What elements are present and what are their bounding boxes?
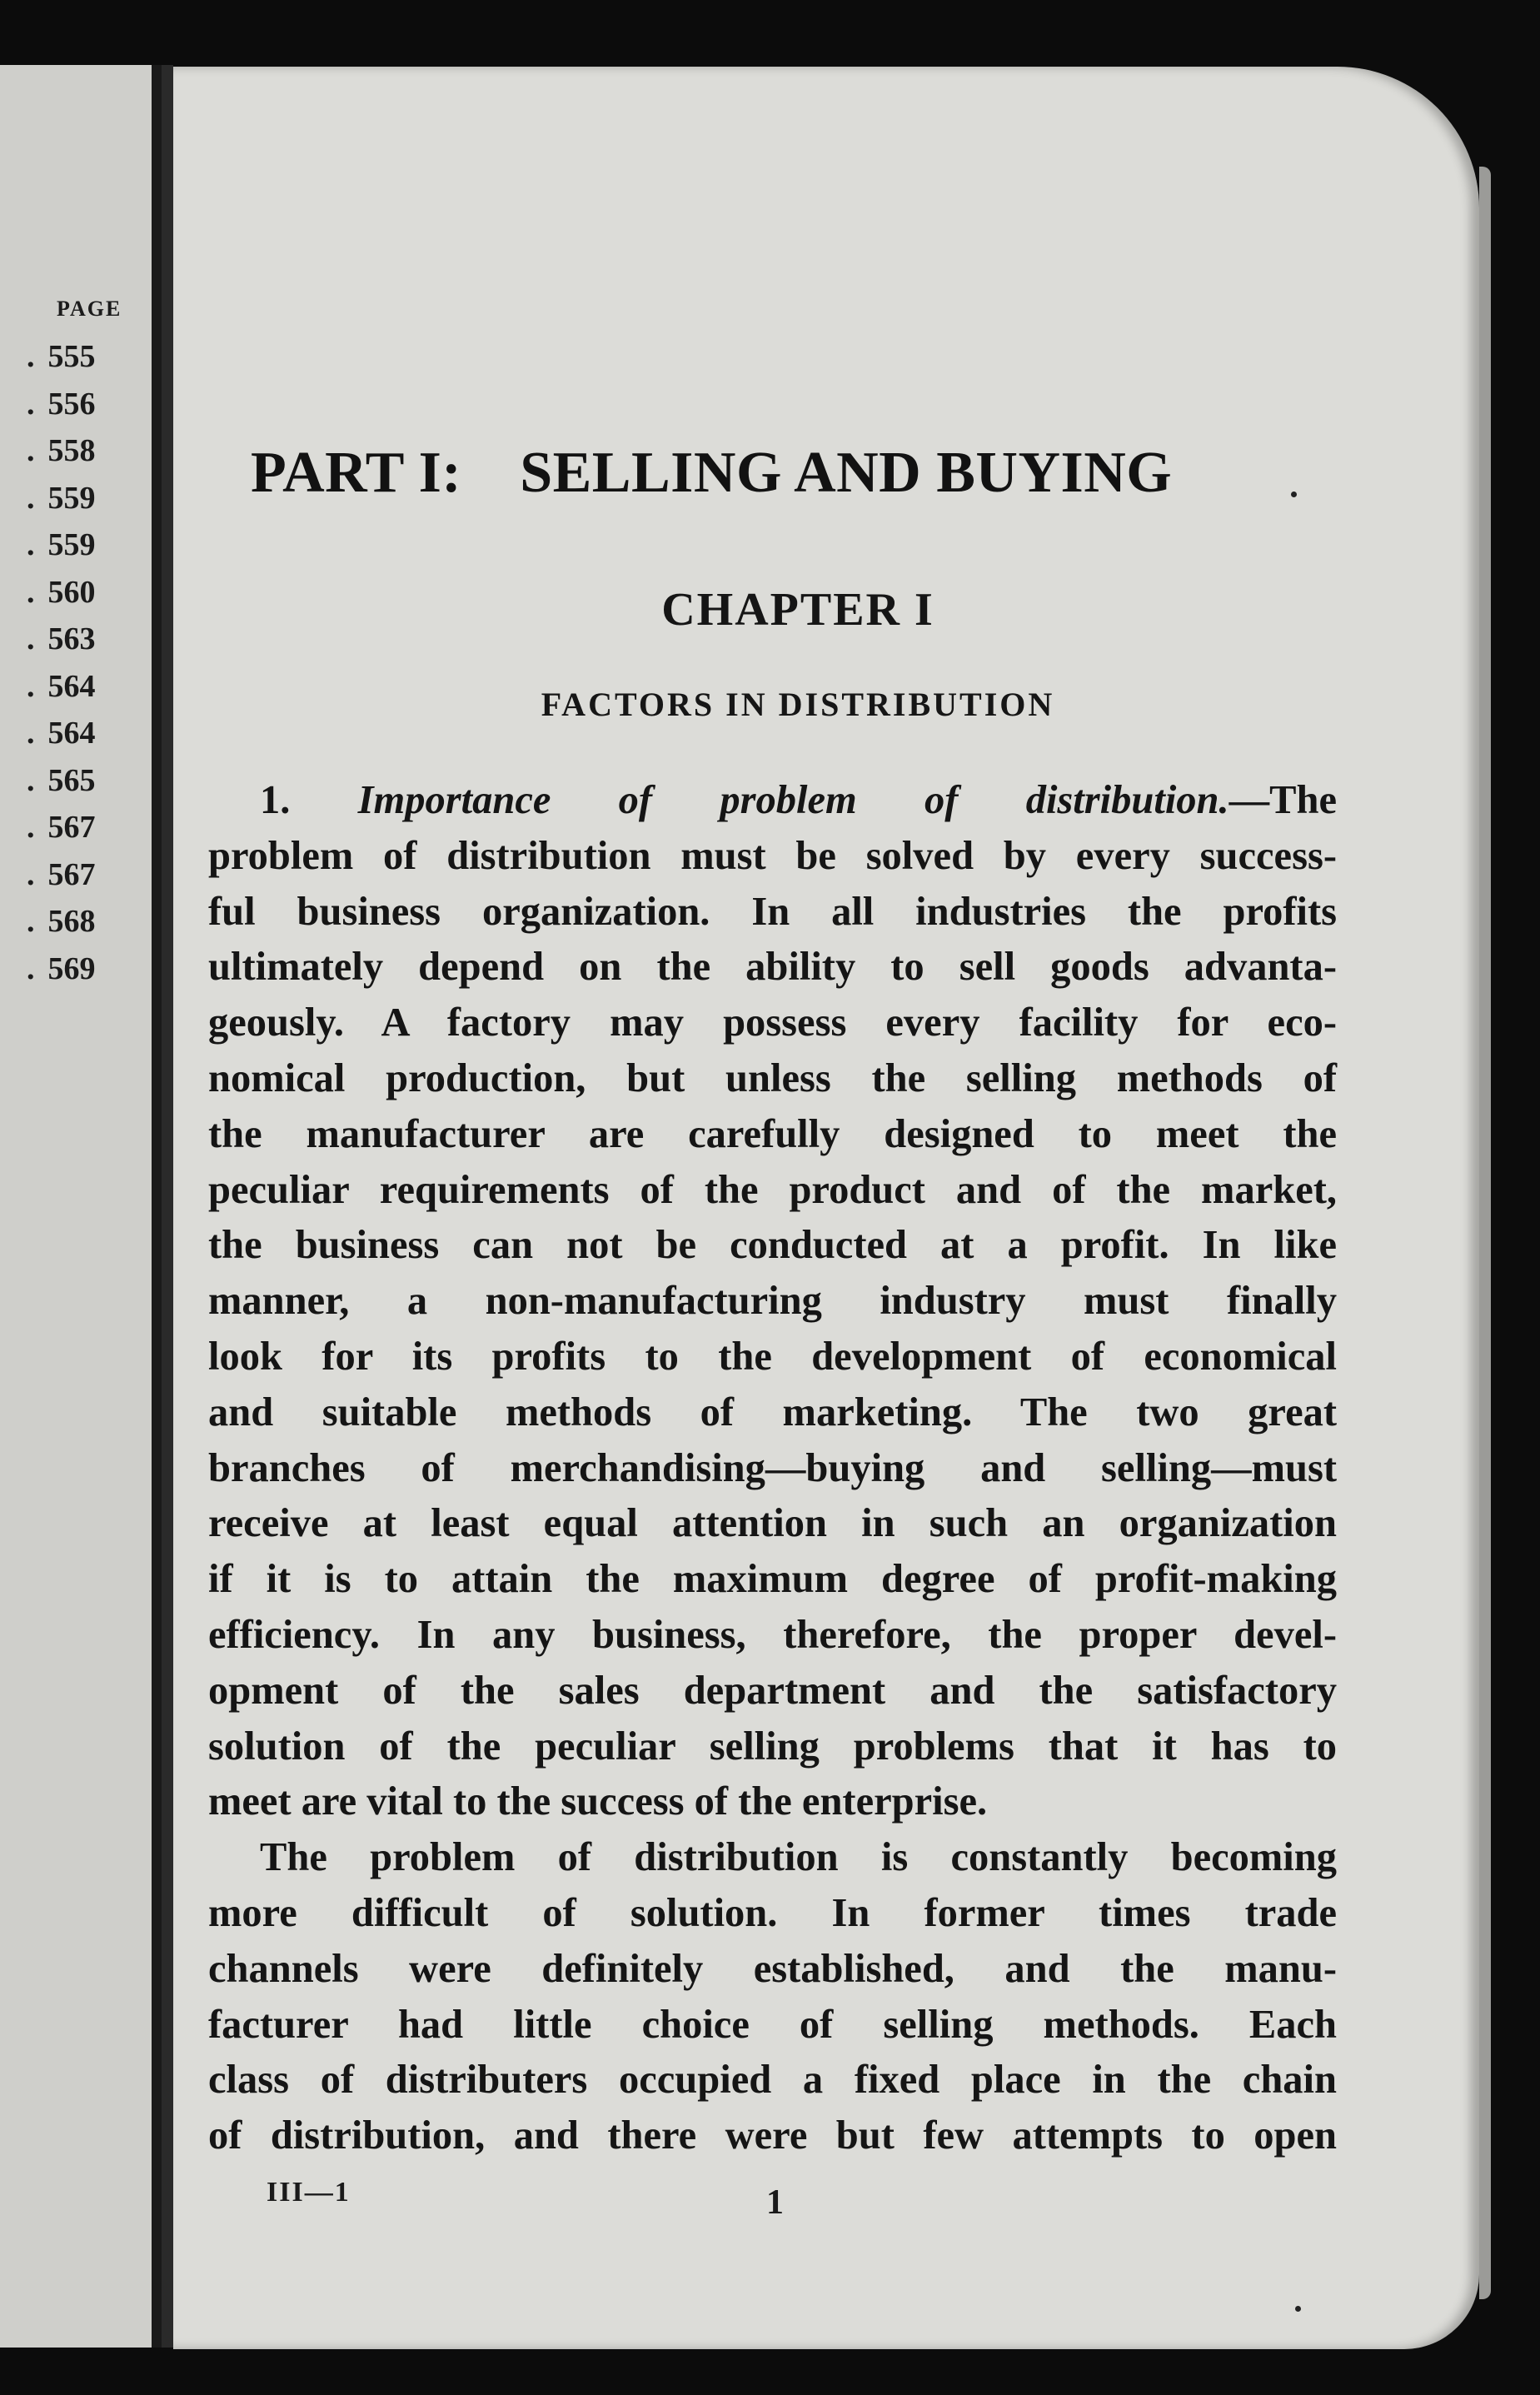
paragraph-1-first-line: 1. Importance of problem of distribution.—The: [260, 778, 1338, 822]
text-line: and suitable methods of marketing. The two great: [208, 1390, 1337, 1435]
paragraph-2-first-line: The problem of distribution is constantly becoming: [260, 1835, 1337, 1880]
signature-mark: III—1: [267, 2177, 351, 2208]
text-line: solution of the peculiar selling problems that it has to: [208, 1724, 1337, 1769]
page-number-entry: . 559: [27, 480, 96, 516]
text-line: if it is to attain the maximum degree of profit-making: [208, 1557, 1337, 1602]
page-number-entry: . 564: [27, 668, 96, 704]
text-line: class of distributers occupied a fixed place in the chain: [208, 2058, 1337, 2103]
page-number-entry: . 567: [27, 856, 96, 892]
text-line: meet are vital to the success of the enterprise.: [208, 1779, 988, 1824]
page-number-entry: . 558: [27, 433, 96, 468]
page-number-entry: . 567: [27, 810, 96, 845]
page-number: 1: [766, 2183, 784, 2222]
page-number-entry: . 564: [27, 716, 96, 751]
text-line: more difficult of solution. In former times trade: [208, 1890, 1337, 1935]
right-page: [173, 67, 1479, 2349]
page-number-entry: . 568: [27, 904, 96, 939]
page-number-entry: . 565: [27, 762, 96, 798]
paragraph-heading: Importance of problem of distribution.: [357, 778, 1229, 822]
ink-speck: [1295, 2306, 1301, 2312]
page-number-entry: . 556: [27, 386, 96, 422]
text-line: of distribution, and there were but few attempts to open: [208, 2113, 1337, 2158]
book-gutter: [162, 65, 173, 2348]
chapter-title: CHAPTER I: [661, 584, 934, 636]
ink-speck: [1291, 491, 1297, 497]
text-line: opment of the sales department and the satisfactory: [208, 1668, 1337, 1713]
text-line: channels were definitely established, and the manu-: [208, 1946, 1337, 1991]
page-edge: [1479, 167, 1491, 2299]
part-name: SELLING AND BUYING: [520, 441, 1173, 505]
text-line: problem of distribution must be solved by every success-: [208, 833, 1337, 878]
part-title: [251, 440, 1417, 506]
text-line: geously. A factory may possess every facility for eco-: [208, 1000, 1337, 1045]
part-label: PART I:: [251, 441, 462, 505]
text-line: look for its profits to the development of economical: [208, 1334, 1337, 1379]
page-number-entry: . 559: [27, 527, 96, 562]
text-line: branches of merchandising—buying and selling—must: [208, 1445, 1337, 1490]
text-line: manner, a non-manufacturing industry must finally: [208, 1279, 1337, 1324]
section-title: FACTORS IN DISTRIBUTION: [541, 686, 1055, 723]
text-line: ultimately depend on the ability to sell goods advanta-: [208, 945, 1337, 990]
page-column-header: PAGE: [57, 297, 122, 321]
text-line: the manufacturer are carefully designed to meet the: [208, 1111, 1337, 1156]
text-line: ful business organization. In all industries the profits: [208, 889, 1337, 934]
text-line: receive at least equal attention in such an organization: [208, 1501, 1337, 1546]
text-line: nomical production, but unless the selling methods of: [208, 1055, 1337, 1100]
left-page-fragment: [0, 65, 162, 2348]
page-number-entry: . 569: [27, 951, 96, 986]
page-number-list: [27, 333, 96, 992]
page-number-entry: . 560: [27, 574, 96, 610]
text-line: efficiency. In any business, therefore, the proper devel-: [208, 1612, 1337, 1657]
text-line: the business can not be conducted at a profit. In like: [208, 1223, 1337, 1268]
text-line: peculiar requirements of the product and of the market,: [208, 1167, 1337, 1212]
text-line: facturer had little choice of selling methods. Each: [208, 2002, 1337, 2047]
page-number-entry: . 563: [27, 621, 96, 656]
page-number-entry: . 555: [27, 339, 96, 374]
body-text: [208, 773, 1337, 2164]
paragraph-number: 1.: [260, 778, 291, 822]
